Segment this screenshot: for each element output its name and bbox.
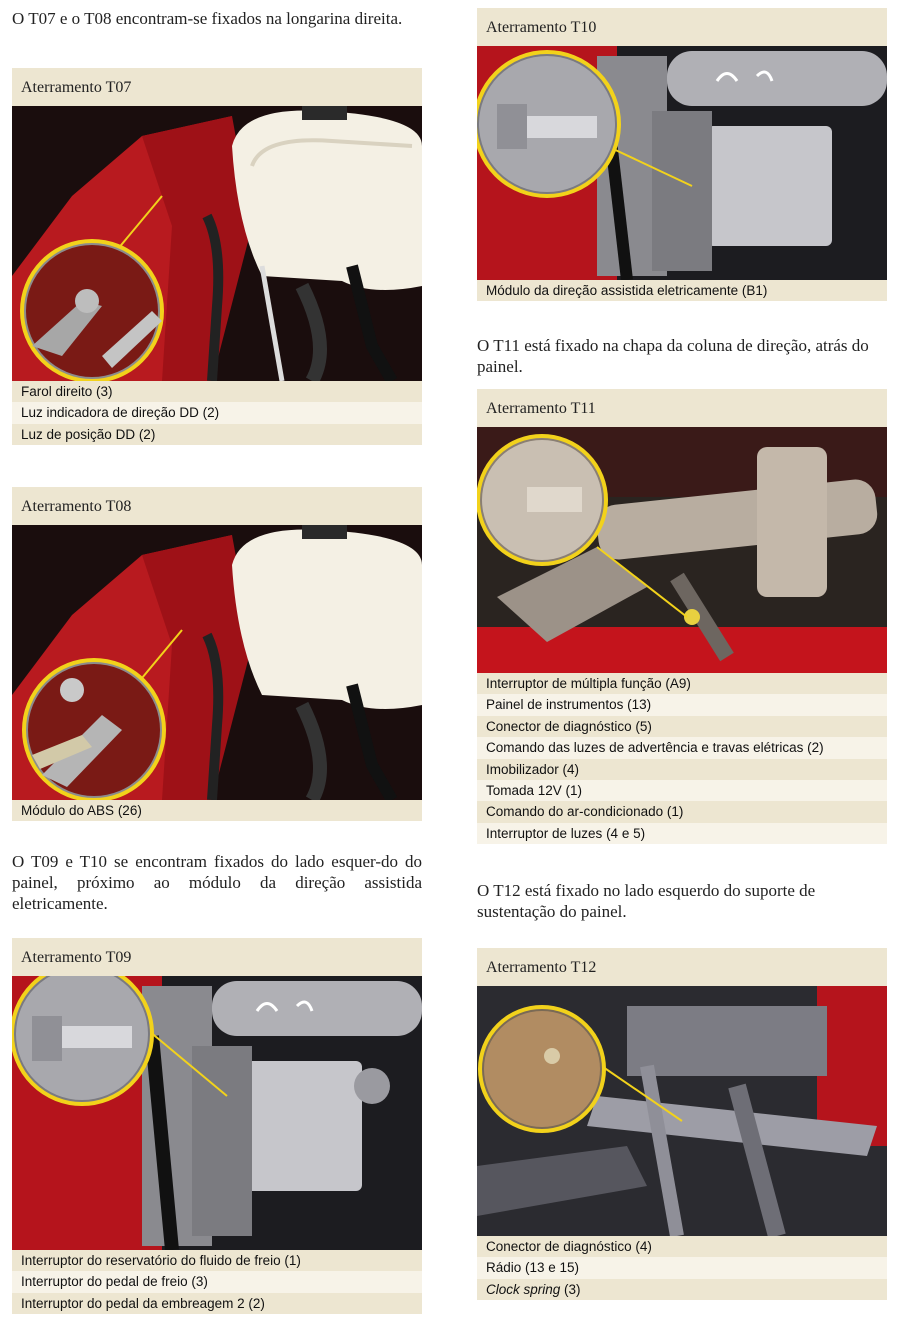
caption-item: Painel de instrumentos (13) bbox=[477, 694, 887, 715]
caption-item: Farol direito (3) bbox=[12, 381, 422, 402]
caption-italic-term: Clock spring bbox=[486, 1281, 561, 1297]
caption-item: Tomada 12V (1) bbox=[477, 780, 887, 801]
card-t09 bbox=[12, 938, 422, 1314]
caption-item: Rádio (13 e 15) bbox=[477, 1257, 887, 1278]
card-title: Aterramento T11 bbox=[477, 389, 887, 427]
caption-item: Conector de diagnóstico (4) bbox=[477, 1236, 887, 1257]
caption-item: Interruptor do pedal de freio (3) bbox=[12, 1271, 422, 1292]
caption-list-t11 bbox=[477, 673, 887, 844]
photo-t10 bbox=[477, 46, 887, 280]
card-title: Aterramento T09 bbox=[12, 938, 422, 976]
card-t10 bbox=[477, 8, 887, 301]
caption-list-t09 bbox=[12, 1250, 422, 1314]
caption-list-t08 bbox=[12, 800, 422, 821]
photo-t07 bbox=[12, 106, 422, 381]
caption-list-t12 bbox=[477, 1236, 887, 1300]
photo-t09 bbox=[12, 976, 422, 1250]
caption-item bbox=[477, 1279, 887, 1300]
card-t11 bbox=[477, 389, 887, 844]
photo-t11 bbox=[477, 427, 887, 673]
caption-item: Comando das luzes de advertência e travas elétricas (2) bbox=[477, 737, 887, 758]
caption-item: Interruptor do pedal da embreagem 2 (2) bbox=[12, 1293, 422, 1314]
card-t12 bbox=[477, 948, 887, 1300]
caption-item: Interruptor de luzes (4 e 5) bbox=[477, 823, 887, 844]
card-title: Aterramento T08 bbox=[12, 487, 422, 525]
caption-item-suffix: (3) bbox=[560, 1281, 581, 1297]
caption-list-t07 bbox=[12, 381, 422, 445]
caption-item: Comando do ar-condicionado (1) bbox=[477, 801, 887, 822]
caption-item: Luz de posição DD (2) bbox=[12, 424, 422, 445]
intro-t12: O T12 está fixado no lado esquerdo do suporte de sustentação do painel. bbox=[477, 881, 816, 921]
caption-item: Conector de diagnóstico (5) bbox=[477, 716, 887, 737]
card-title: Aterramento T12 bbox=[477, 948, 887, 986]
caption-item: Interruptor de múltipla função (A9) bbox=[477, 673, 887, 694]
photo-t12 bbox=[477, 986, 887, 1236]
card-t08 bbox=[12, 487, 422, 821]
card-title: Aterramento T10 bbox=[477, 8, 887, 46]
intro-t07-t08: O T07 e o T08 encontram-se fixados na longarina direita. bbox=[12, 9, 403, 28]
caption-item: Luz indicadora de direção DD (2) bbox=[12, 402, 422, 423]
intro-t11: O T11 está fixado na chapa da coluna de direção, atrás do painel. bbox=[477, 336, 869, 376]
card-t07 bbox=[12, 68, 422, 445]
caption-item: Módulo do ABS (26) bbox=[12, 800, 422, 821]
card-title: Aterramento T07 bbox=[12, 68, 422, 106]
caption-item: Imobilizador (4) bbox=[477, 759, 887, 780]
caption-item: Interruptor do reservatório do fluido de freio (1) bbox=[12, 1250, 422, 1271]
caption-list-t10 bbox=[477, 280, 887, 301]
photo-t08 bbox=[12, 525, 422, 800]
caption-item: Módulo da direção assistida eletricamente (B1) bbox=[477, 280, 887, 301]
intro-t09-t10: O T09 e T10 se encontram fixados do lado esquer-do do painel, próximo ao módulo da direção assistida eletricamente. bbox=[12, 852, 422, 913]
